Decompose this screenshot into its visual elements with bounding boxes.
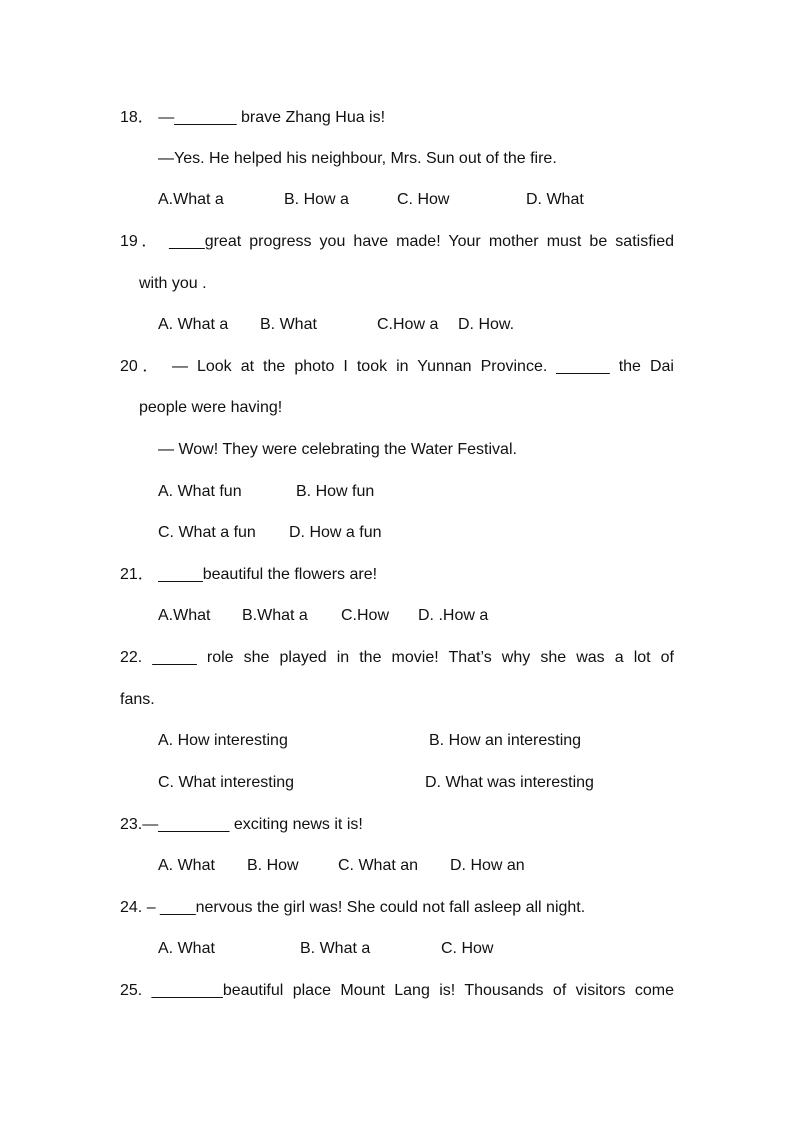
question-22-stem-line2: fans. [120,691,155,708]
question-18-reply: —Yes. He helped his neighbour, Mrs. Sun out of the fire. [158,150,557,167]
question-23-option-b: B. How [247,857,299,874]
question-20-option-a: A. What fun [158,483,242,500]
question-18-stem: 18． —_______ brave Zhang Hua is! [120,109,386,126]
question-19-stem-line2: with you . [139,275,207,292]
question-21-option-a: A.What [158,607,211,624]
question-22-option-d: D. What was interesting [425,774,594,791]
question-20-option-c: C. What a fun [158,524,256,541]
question-24-option-b: B. What a [300,940,371,957]
question-20-option-b: B. How fun [296,483,375,500]
question-22-option-c: C. What interesting [158,774,295,791]
question-22-option-b: B. How an interesting [429,732,582,749]
question-22-option-a: A. How interesting [158,732,288,749]
question-24-stem: 24. – ____nervous the girl was! She could not fall asleep all night. [120,899,586,916]
question-19-stem-line1: 19． ____great progress you have made! Your mother must be satisfied [120,233,674,250]
question-20-stem-line2: people were having! [139,399,283,416]
question-20-reply: — Wow! They were celebrating the Water Festival. [158,441,517,458]
question-23-stem: 23.—________ exciting news it is! [120,816,363,833]
question-18-option-d: D. What [526,191,584,208]
question-21-option-b: B.What a [242,607,308,624]
question-23-option-a: A. What [158,857,215,874]
question-21-option-d: D. .How a [418,607,489,624]
question-19-option-a: A. What a [158,316,229,333]
question-21-option-c: C.How [341,607,390,624]
question-19-option-b: B. What [260,316,317,333]
question-20-stem-line1: 20． — Look at the photo I took in Yunnan Province. ______ the Dai [120,358,674,375]
question-18-option-a: A.What a [158,191,224,208]
question-18-option-c: C. How [397,191,450,208]
question-19-option-c: C.How a [377,316,439,333]
question-19-option-d: D. How. [458,316,515,333]
question-23-option-c: C. What an [338,857,419,874]
question-18-option-b: B. How a [284,191,349,208]
question-21-stem: 21． _____beautiful the flowers are! [120,566,378,583]
question-22-stem-line1: 22. _____ role she played in the movie! That’s why she was a lot of [120,649,674,666]
question-23-option-d: D. How an [450,857,525,874]
question-24-option-a: A. What [158,940,215,957]
question-25-stem-line1: 25. ________beautiful place Mount Lang is! Thousands of visitors come [120,982,674,999]
question-24-option-c: C. How [441,940,494,957]
question-20-option-d: D. How a fun [289,524,382,541]
